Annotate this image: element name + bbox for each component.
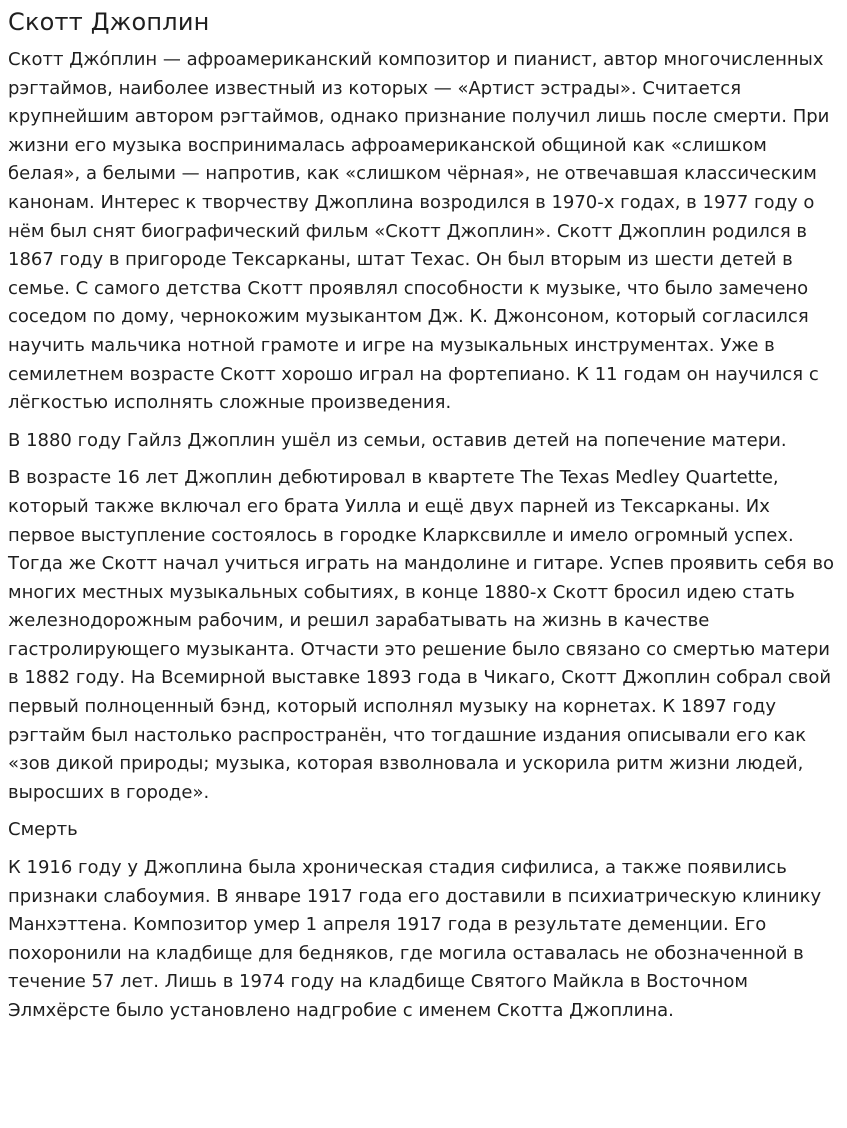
paragraph-death: К 1916 году у Джоплина была хроническая стадия сифилиса, а также появились признаки слабоумия. В январе 1917 года его доставили в психиатрическую клинику Манхэттена. Композитор умер 1 апреля 1917 года в результате деменции. Его похоронили на кладбище для бедняков, где могила оставалась не обозначенной в течение 57 лет. Лишь в 1974 году на кладбище Святого Майкла в Восточном Элмхёрсте было установлено надгробие с именем Скотта Джоплина. xyxy=(8,857,822,1021)
page-title: Скотт Джоплин xyxy=(8,8,210,36)
section-heading-death: Смерть xyxy=(8,819,78,841)
paragraph-career: В возрасте 16 лет Джоплин дебютировал в квартете The Texas Medley Quartette, который также включал его брата Уилла и ещё двух парней из Тексарканы. Их первое выступление состоялось в городке Кларксвилле и имело огромный успех. Тогда же Скотт начал учиться играть на мандолине и гитаре. Успев проявить себя во многих местных музыкальных событиях, в конце 1880-х Скотт бросил идею стать железнодорожным рабочим, и решил зарабатывать на жизнь в качестве гастролирующего музыканта. Отчасти это решение было связано со смертью матери в 1882 году. На Всемирной выставке 1893 года в Чикаго, Скотт Джоплин собрал свой первый полноценный бэнд, который исполнял музыку на корнетах. К 1897 году рэгтайм был настолько распространён, что тогдашние издания описывали его как «зов дикой природы; музыка, которая взволновала и ускорила ритм жизни людей, выросших в городе». xyxy=(8,467,835,803)
paragraph-father-left: В 1880 году Гайлз Джоплин ушёл из семьи, оставив детей на попечение матери. xyxy=(8,429,787,451)
paragraph-biography: Скотт Джо́плин — афроамериканский композитор и пианист, автор многочисленных рэгтаймов, наиболее известный из которых — «Артист эстрады». Считается крупнейшим автором рэгтаймов, однако признание получил лишь после смерти. При жизни его музыка воспринималась афроамериканской общиной как «слишком белая», а белыми — напротив, как «слишком чёрная», не отвечавшая классическим канонам. Интерес к творчеству Джоплина возродился в 1970-х годах, в 1977 году о нём был снят биографический фильм «Скотт Джоплин». Скотт Джоплин родился в 1867 году в пригороде Тексарканы, штат Техас. Он был вторым из шести детей в семье. С самого детства Скотт проявлял способности к музыке, что было замечено соседом по дому, чернокожим музыкантом Дж. К. Джонсоном, который согласился научить мальчика нотной грамоте и игре на музыкальных инструментах. Уже в семилетнем возрасте Скотт хорошо играл на фортепиано. К 11 годам он научился с лёгкостью исполнять сложные произведения. xyxy=(8,49,830,414)
